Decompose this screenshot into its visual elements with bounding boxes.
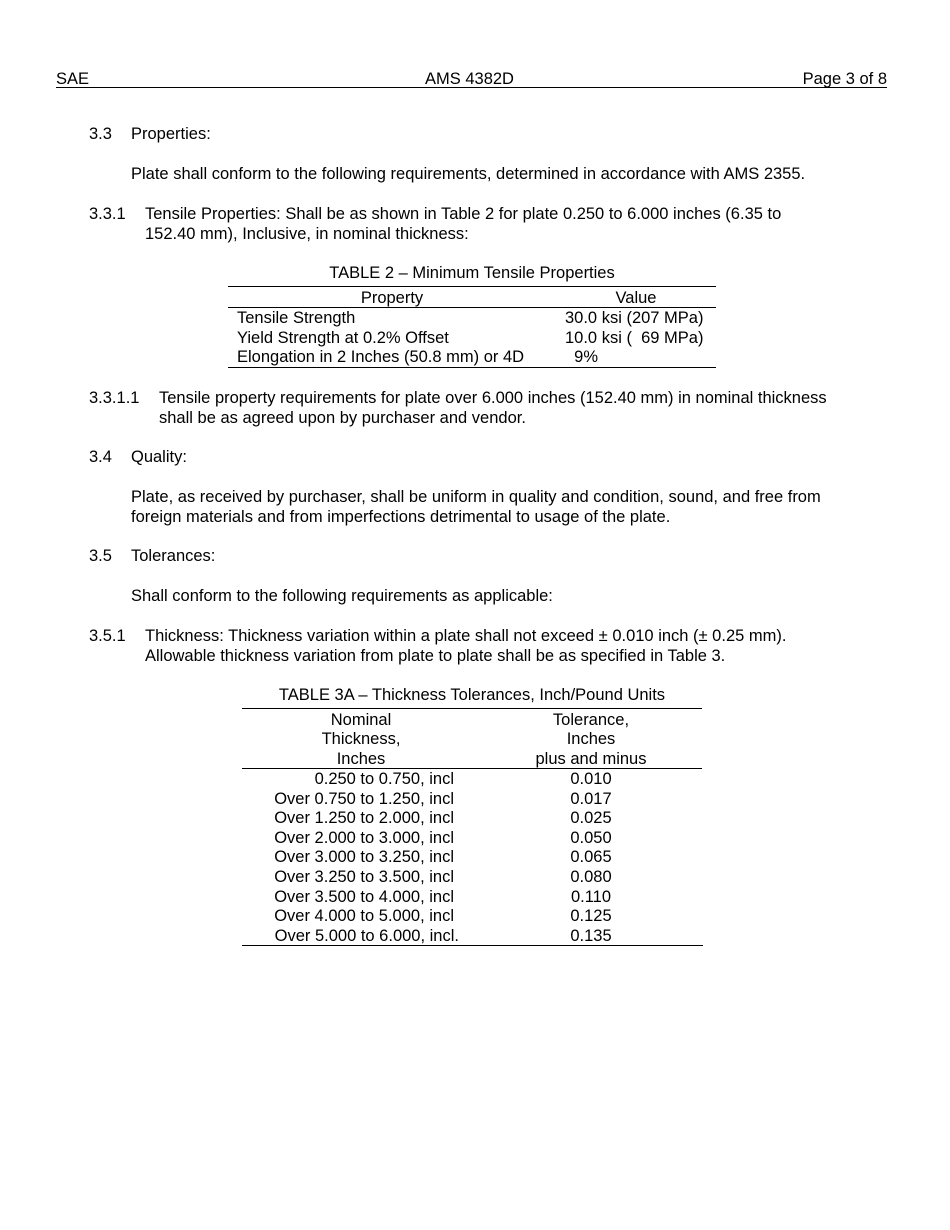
- section-3-3-1-1-line1: Tensile property requirements for plate over 6.000 inches (152.40 mm) in nominal thickness: [159, 389, 827, 407]
- table3a-row-tolerance: 0.050: [570, 829, 612, 847]
- table3a-row-tolerance: 0.065: [570, 848, 612, 866]
- section-3-4-number: 3.4: [89, 448, 112, 466]
- table3a-row-thickness: Over 2.000 to 3.000, incl: [274, 829, 454, 847]
- section-3-3-1-line2: 152.40 mm), Inclusive, in nominal thickness:: [145, 225, 469, 243]
- table3a-row-thickness: Over 3.500 to 4.000, incl: [274, 888, 454, 906]
- table2-caption: TABLE 2 – Minimum Tensile Properties: [329, 264, 615, 282]
- table3a-row-tolerance: 0.080: [570, 868, 612, 886]
- table3a-row-tolerance: 0.010: [570, 770, 612, 788]
- table2-row-value: 30.0 ksi (207 MPa): [565, 309, 704, 327]
- table2-header-property: Property: [360, 289, 424, 307]
- section-3-4-line1: Plate, as received by purchaser, shall be uniform in quality and condition, sound, and free from: [131, 488, 821, 506]
- header-left: SAE: [56, 70, 90, 88]
- section-3-3-1-1-line2: shall be as agreed upon by purchaser and vendor.: [159, 409, 526, 427]
- table3a-row-thickness: Over 4.000 to 5.000, incl: [274, 907, 454, 925]
- table3a-header-thickness-line2: Thickness,: [321, 730, 401, 748]
- section-3-5-title: Tolerances:: [131, 547, 216, 565]
- table3a-row-tolerance: 0.110: [570, 888, 612, 906]
- table3a-row-tolerance: 0.125: [570, 907, 612, 925]
- section-3-3-1-1-number: 3.3.1.1: [89, 389, 140, 407]
- table3a-header-tolerance-line1: Tolerance,: [552, 711, 630, 729]
- table2-row-value: 10.0 ksi ( 69 MPa): [565, 329, 704, 347]
- table2-top-rule: [228, 286, 716, 287]
- table3a-bottom-rule: [242, 945, 703, 946]
- table3a-header-tolerance-line3: plus and minus: [535, 750, 647, 768]
- table3a-header-thickness-line3: Inches: [336, 750, 386, 768]
- section-3-4-title: Quality:: [131, 448, 187, 466]
- table3a-row-thickness: 0.250 to 0.750, incl: [314, 770, 454, 788]
- table2-row-property: Yield Strength at 0.2% Offset: [237, 329, 449, 347]
- table3a-header-thickness-line1: Nominal: [330, 711, 392, 729]
- section-3-5-1-line1: Thickness: Thickness variation within a plate shall not exceed ± 0.010 inch (± 0.25 mm).: [145, 627, 787, 645]
- table3a-row-thickness: Over 3.250 to 3.500, incl: [274, 868, 454, 886]
- table3a-row-thickness: Over 1.250 to 2.000, incl: [274, 809, 454, 827]
- section-3-3-title: Properties:: [131, 125, 211, 143]
- section-3-3-number: 3.3: [89, 125, 112, 143]
- header-page-number: Page 3 of 8: [802, 70, 887, 88]
- header-rule: [56, 87, 887, 88]
- table2-row-property: Elongation in 2 Inches (50.8 mm) or 4D: [237, 348, 525, 366]
- table2-header-value: Value: [615, 289, 657, 307]
- table2-row-property: Tensile Strength: [237, 309, 356, 327]
- table3a-header-tolerance-line2: Inches: [566, 730, 616, 748]
- table3a-caption: TABLE 3A – Thickness Tolerances, Inch/Pound Units: [278, 686, 666, 704]
- section-3-3-1-number: 3.3.1: [89, 205, 126, 223]
- section-3-4-line2: foreign materials and from imperfections detrimental to usage of the plate.: [131, 508, 671, 526]
- table3a-top-rule: [242, 708, 702, 709]
- header-center: AMS 4382D: [425, 70, 514, 88]
- table2-row-value: 9%: [565, 348, 599, 366]
- table3a-row-thickness: Over 0.750 to 1.250, incl: [274, 790, 454, 808]
- table3a-row-tolerance: 0.017: [570, 790, 612, 808]
- table3a-row-thickness: Over 5.000 to 6.000, incl.: [274, 927, 459, 945]
- table2-bottom-rule: [228, 367, 716, 368]
- section-3-5-1-line2: Allowable thickness variation from plate to plate shall be as specified in Table 3.: [145, 647, 726, 665]
- table3a-row-tolerance: 0.135: [570, 927, 612, 945]
- section-3-5-body: Shall conform to the following requirements as applicable:: [131, 587, 553, 605]
- section-3-5-number: 3.5: [89, 547, 112, 565]
- table3a-row-thickness: Over 3.000 to 3.250, incl: [274, 848, 454, 866]
- section-3-5-1-number: 3.5.1: [89, 627, 126, 645]
- table3a-row-tolerance: 0.025: [570, 809, 612, 827]
- section-3-3-body: Plate shall conform to the following requirements, determined in accordance with AMS 2355.: [131, 165, 806, 183]
- section-3-3-1-line1: Tensile Properties: Shall be as shown in Table 2 for plate 0.250 to 6.000 inches (6.35 to: [145, 205, 782, 223]
